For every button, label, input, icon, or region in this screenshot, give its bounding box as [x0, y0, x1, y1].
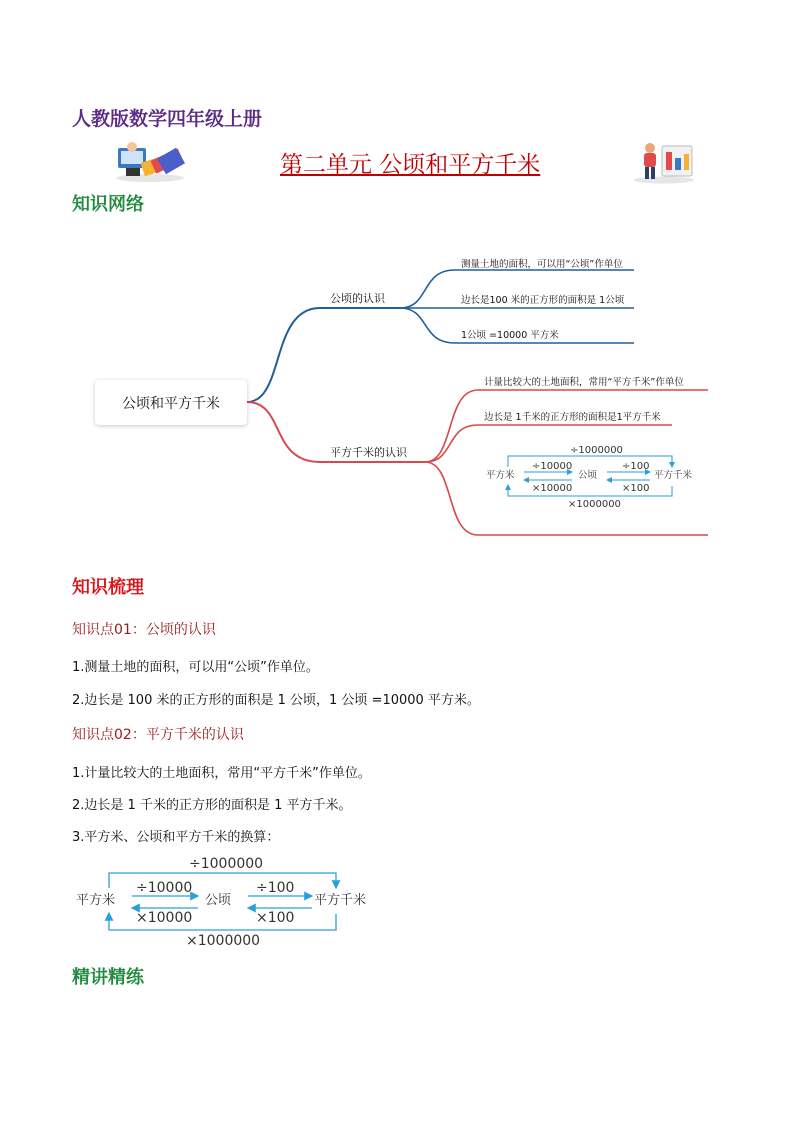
conv-mul-left: ×10000	[136, 910, 193, 926]
kp1-line-2: 2.边长是 100 米的正方形的面积是 1 公顷，1 公顷 =10000 平方米。	[72, 693, 480, 708]
mindmap-leaf-hectare-2: 边长是100 米的正方形的面积是 1公顷	[461, 295, 625, 306]
mindmap-leaf-sqkm-1: 计量比较大的土地面积，常用“平方千米”作单位	[484, 377, 684, 388]
conv-top-outer: ÷1000000	[189, 856, 264, 872]
kp1-title: 知识点01：公顷的认识	[72, 622, 216, 638]
section-review: 知识梳理	[72, 577, 144, 598]
kp1-line-1: 1.测量土地的面积，可以用“公顷”作单位。	[72, 660, 319, 675]
conv-unit-sqm: 平方米	[76, 893, 116, 908]
mm-unit-sqkm: 平方千米	[654, 470, 693, 481]
mindmap-branch-hectare: 公顷的认识	[330, 292, 385, 305]
conv-div-right: ÷100	[256, 880, 295, 896]
kp2-line-1: 1.计量比较大的土地面积，常用“平方千米”作单位。	[72, 766, 371, 781]
conv-mul-right: ×100	[256, 910, 295, 926]
conversion-diagram	[74, 852, 384, 950]
mm-mul-right: ×100	[622, 483, 650, 494]
conv-div-left: ÷10000	[136, 880, 193, 896]
mm-mul-left: ×10000	[532, 483, 573, 494]
mm-unit-hectare: 公顷	[578, 470, 598, 481]
kp2-line-3: 3.平方米、公顷和平方千米的换算：	[72, 830, 280, 845]
mindmap-branch-sqkm: 平方千米的认识	[330, 446, 407, 459]
mm-div-right: ÷100	[622, 461, 650, 472]
mm-top-outer: ÷1000000	[570, 445, 623, 456]
conv-bottom-outer: ×1000000	[186, 933, 261, 949]
mindmap-leaf-hectare-1: 测量土地的面积，可以用“公顷”作单位	[461, 259, 623, 270]
mindmap-conversion-diagram	[482, 440, 704, 512]
mm-unit-sqm: 平方米	[486, 470, 515, 481]
conv-unit-hectare: 公顷	[205, 893, 232, 908]
mindmap-leaf-sqkm-2: 边长是 1千米的正方形的面积是1平方千米	[484, 412, 661, 423]
mindmap-root: 公顷和平方千米	[95, 380, 247, 425]
book-title: 人教版数学四年级上册	[72, 108, 263, 130]
mm-bottom-outer: ×1000000	[568, 499, 621, 510]
kp2-title: 知识点02：平方千米的认识	[72, 727, 244, 743]
unit-title: 第二单元 公顷和平方千米	[280, 152, 541, 178]
kp2-line-2: 2.边长是 1 千米的正方形的面积是 1 平方千米。	[72, 798, 352, 813]
section-practice: 精讲精练	[72, 967, 144, 988]
conv-unit-sqkm: 平方千米	[314, 893, 367, 908]
mindmap-leaf-hectare-3: 1公顷 =10000 平方米	[461, 330, 559, 341]
mm-div-left: ÷10000	[532, 461, 573, 472]
section-network: 知识网络	[72, 194, 144, 215]
